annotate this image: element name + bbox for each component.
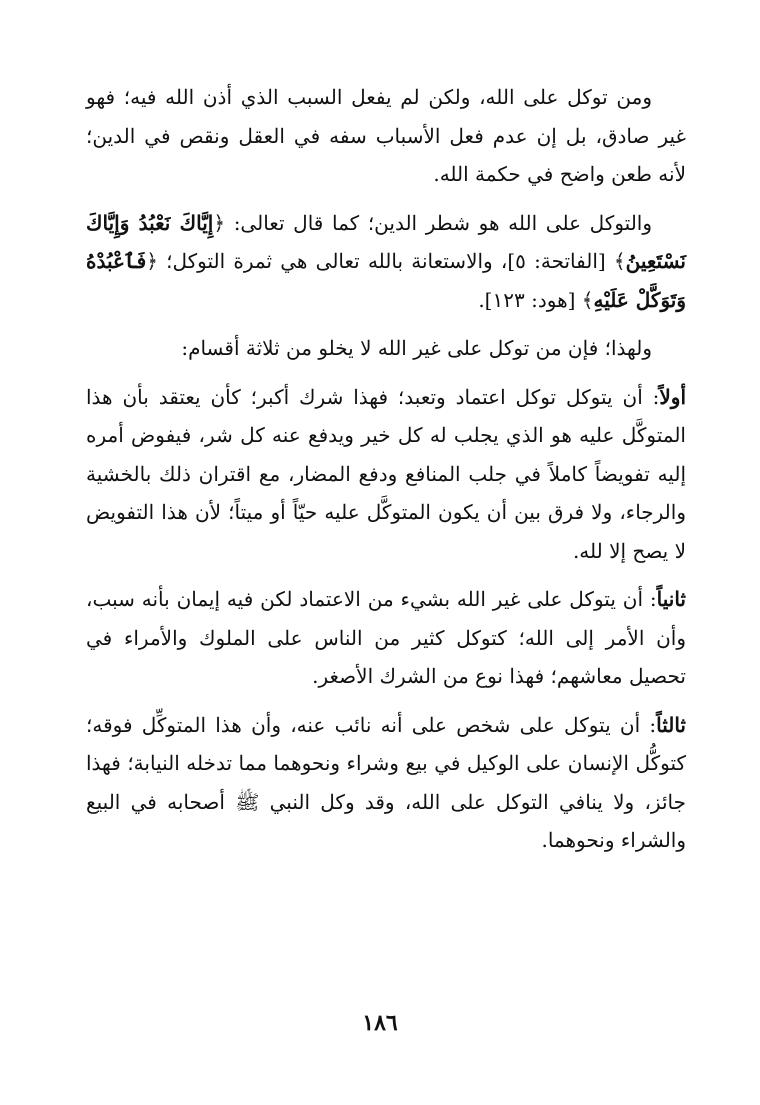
paragraph-second-type <box>86 580 686 696</box>
paragraph-2-intro: والتوكل على الله هو شطر الدين؛ كما قال تعالى: ﴿ <box>213 210 653 235</box>
paragraph-1 <box>86 78 686 194</box>
first-label: أولاً <box>659 384 686 409</box>
third-type-text: : أن يتوكل على شخص على أنه نائب عنه، وأن هذا المتوكِّل فوقه؛ كتوكُّل الإنسان على الوكيل في بيع وشراء ونحوهما مما تدخله النيابة؛ فهذا جائز، ولا ينافي التوكل على الله، وقد وكل النبي ﷺ أصحابه في البيع والشراء ونحوهما. <box>86 712 686 852</box>
page-number: ١٨٦ <box>362 1010 398 1036</box>
second-label: ثانياً <box>656 587 686 611</box>
quran-verse-hud: فَٱعْبُدْهُ وَتَوَكَّلْ عَلَيْهِ <box>86 249 686 312</box>
second-type-text: : أن يتوكل على غير الله بشيء من الاعتماد لكن فيه إيمان بأنه سبب، وأن الأمر إلى الله؛ كتوكل كثير من الناس على الملوك والأمراء في تحصيل معاشهم؛ فهذا نوع من الشرك الأصغر. <box>86 587 686 688</box>
body-text <box>86 78 686 870</box>
paragraph-third-type <box>86 706 686 860</box>
first-type-text: : أن يتوكل توكل اعتماد وتعبد؛ فهذا شرك أكبر؛ كأن يعتقد بأن هذا المتوكَّل عليه هو الذي يجلب له كل خير ويدفع عنه كل شر، فيفوض أمره إليه تفويضاً كاملاً في جلب المنافع ودفع المضار، مع اقتران ذلك بالخشية والرجاء، ولا فرق بين أن يكون المتوكَّل عليه حيّاً أو ميتاً؛ لأن هذا التفويض لا يصح إلا لله. <box>86 384 686 563</box>
paragraph-3 <box>86 329 686 368</box>
paragraph-2-middle: ﴾ [الفاتحة: ٥]، والاستعانة بالله تعالى هي ثمرة التوكل؛ ﴿ <box>146 249 626 273</box>
paragraph-first-type <box>86 378 686 571</box>
paragraph-3-text: ولهذا؛ فإن من توكل على غير الله لا يخلو من ثلاثة أقسام: <box>181 336 652 360</box>
paragraph-2-end: ﴾ [هود: ١٢٣]. <box>478 287 594 312</box>
third-label: ثالثاً <box>656 712 686 737</box>
paragraph-2 <box>86 204 686 320</box>
paragraph-1-text: ومن توكل على الله، ولكن لم يفعل السبب الذي أذن الله فيه؛ فهو غير صادق، بل إن عدم فعل الأسباب سفه في العقل ونقص في الدين؛ لأنه طعن واضح في حكمة الله. <box>86 85 686 186</box>
quran-verse-fatiha: إِيَّاكَ نَعْبُدُ وَإِيَّاكَ نَسْتَعِينُ <box>86 210 686 273</box>
